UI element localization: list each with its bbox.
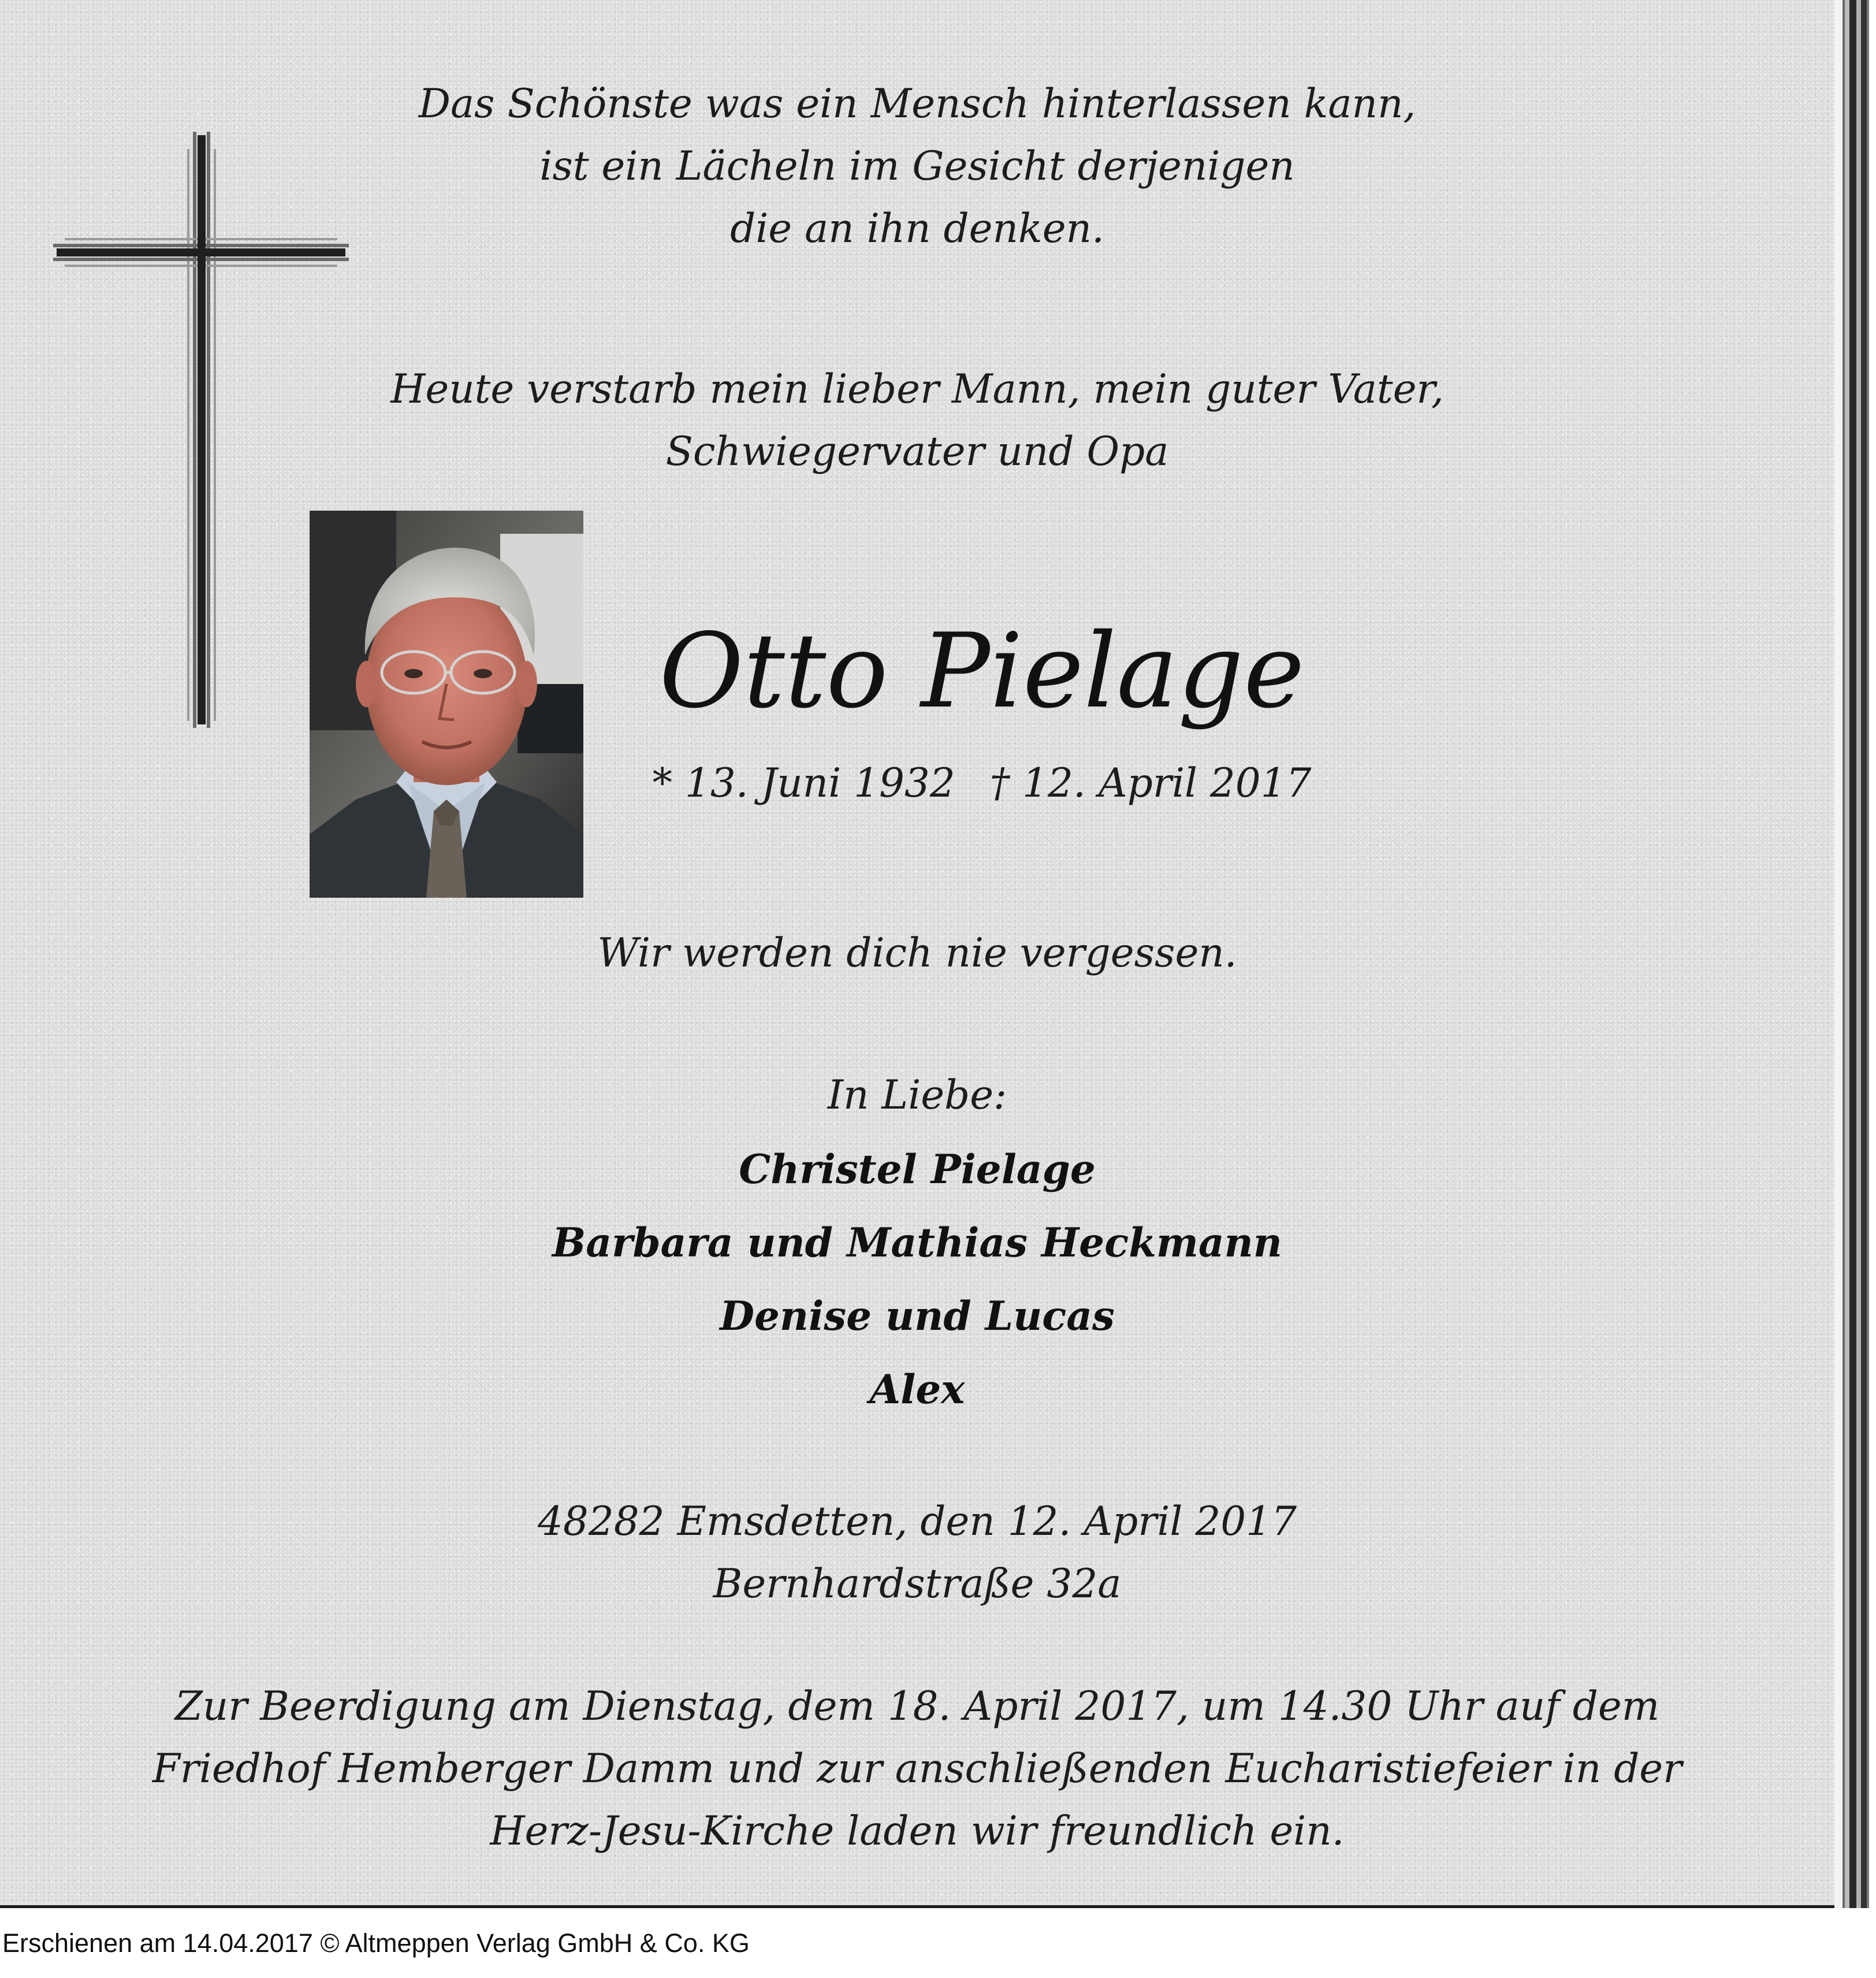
remembrance-line: Wir werden dich nie vergessen. [597,930,1237,976]
verse-line-1: Das Schönste was ein Mensch hinterlassen kann, [418,81,1416,127]
funeral-line-3: Herz-Jesu-Kirche laden wir freundlich ein. [490,1808,1345,1854]
funeral-line-2: Friedhof Hemberger Damm und zur anschließenden Eucharistiefeier in der [152,1746,1683,1792]
mourner-name: Barbara und Mathias Heckmann [552,1219,1282,1266]
mourner-name: Christel Pielage [739,1146,1096,1193]
deceased-name: Otto Pielage [659,611,1305,731]
publication-footer: Erschienen am 14.04.2017 © Altmeppen Verlag GmbH & Co. KG [2,1928,750,1958]
mourner-name: Alex [869,1366,965,1413]
intro-line-1: Heute verstarb mein lieber Mann, mein guter Vater, [390,366,1444,412]
death-date: † 12. April 2017 [989,760,1312,806]
mourner-name: Denise und Lucas [720,1293,1115,1340]
verse-line-2: ist ein Lächeln im Gesicht derjenigen [539,143,1295,189]
mourners-list [0,1138,1834,1432]
verse-line-3: die an ihn denken. [730,206,1104,252]
card-edge-border [1834,0,1876,1908]
mourners-heading: In Liebe: [827,1072,1007,1118]
address-line-2: Bernhardstraße 32a [713,1561,1122,1607]
birth-date: * 13. Juni 1932 [652,760,955,806]
address-line-1: 48282 Emsdetten, den 12. April 2017 [538,1499,1297,1545]
intro-line-2: Schwiegervater und Opa [665,429,1169,475]
funeral-line-1: Zur Beerdigung am Dienstag, dem 18. April 2017, um 14.30 Uhr auf dem [174,1683,1660,1730]
portrait-photo [310,511,583,898]
life-dates [578,754,1386,812]
